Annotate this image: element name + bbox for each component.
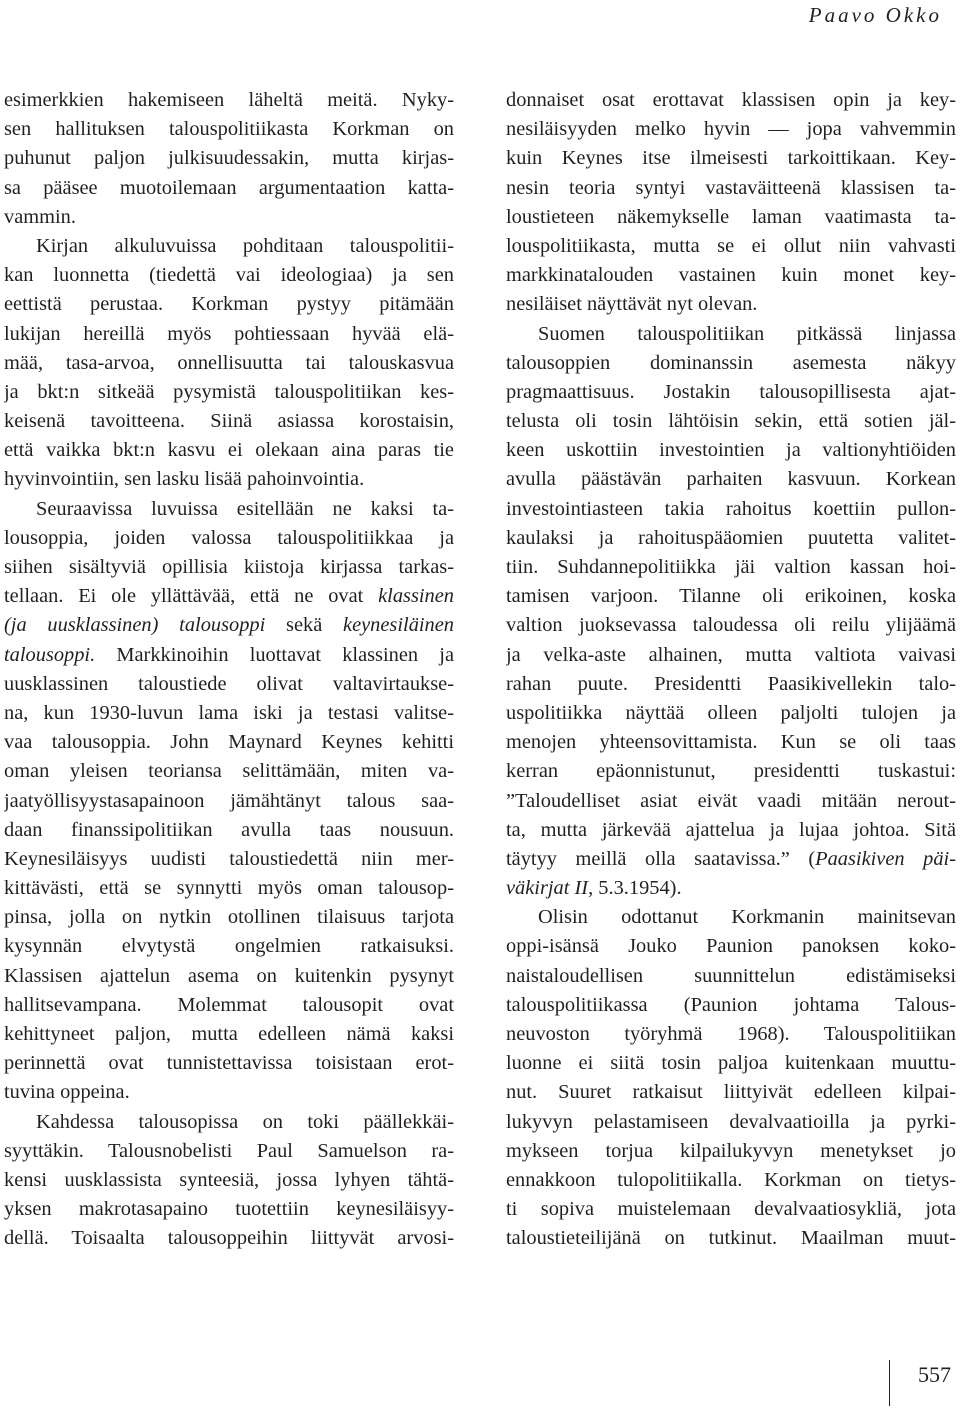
text-line: markkinatalouden vastainen kuin monet key-	[506, 264, 956, 287]
left-text-column	[4, 86, 454, 1254]
text-line: (ja uusklassinen) talousoppi sekä keynesiläinen	[4, 614, 454, 637]
text-line: tellaan. Ei ole yllättävää, että ne ovat klassinen	[4, 585, 454, 608]
text-line: keisenä tavoitteena. Siinä asiassa korostaisin,	[4, 410, 454, 433]
text-line: ti sopiva muistelemaan devalvaatiosykliä, jota	[506, 1198, 956, 1221]
right-text-column	[506, 86, 956, 1254]
text-line: ”Taloudelliset asiat eivät vaadi mitään nerout-	[506, 789, 956, 812]
text-line: puhunut paljon julkisuudessakin, mutta kirjas-	[4, 147, 454, 170]
text-line: ja velka-aste alhainen, mutta valtiota vaivasi	[506, 643, 956, 666]
text-line: hyvinvointiin, sen lasku lisää pahoinvointia.	[4, 468, 365, 491]
text-line: pinsa, jolla on nytkin otollinen tilaisuus tarjota	[4, 906, 454, 929]
text-line: mää, tasa-arvoa, onnellisuutta tai talouskasvua	[4, 351, 454, 374]
text-line: valtion juoksevassa taloudessa oli reilu ylijäämä	[506, 614, 956, 637]
running-header: Paavo Okko	[808, 3, 942, 27]
text-line: investointiasteen takia rahoitus koettiin pullon-	[506, 497, 956, 520]
text-line: pragmaattisuus. Jostakin talousopillisesta ajat-	[506, 380, 956, 403]
text-line: syyttäkin. Talousnobelisti Paul Samuelson ra-	[4, 1139, 454, 1162]
text-line: louspolitiikasta, mutta se ei ollut niin vahvasti	[506, 234, 956, 257]
text-line: sa pääsee muotoilemaan argumentaation katta-	[4, 176, 454, 199]
text-line: rahan puute. Presidentti Paasikivellekin talo-	[506, 672, 956, 695]
text-line: Suomen talouspolitiikan pitkässä linjassa	[538, 322, 956, 345]
text-line: neuvoston työryhmä 1968). Talouspolitiikan	[506, 1023, 956, 1045]
text-line: vaa talousoppia. John Maynard Keynes kehitti	[4, 731, 454, 754]
text-line: tuvina oppeina.	[4, 1081, 130, 1104]
text-line: na, kun 1930-luvun lama iski ja testasi valitse-	[4, 701, 454, 724]
text-line: Olisin odottanut Korkmanin mainitsevan	[538, 906, 956, 929]
text-line: että vaikka bkt:n kasvu ei olekaan aina paras tie	[4, 439, 454, 462]
text-line: oman yleisen teoriansa selittämään, miten va-	[4, 760, 454, 783]
text-line: uusklassinen taloustiede olivat valtavirtaukse-	[4, 672, 454, 695]
text-line: nut. Suuret ratkaisut liittyivät edelleen kilpai-	[506, 1081, 956, 1104]
text-line: talousoppi. Markkinoihin luottavat klassinen ja	[4, 643, 454, 666]
text-line: kensi uusklassista synteesiä, jossa lyhyen tähtä-	[4, 1168, 454, 1191]
text-line: avulla päästävän parhaiten kasvuun. Korkean	[506, 468, 956, 491]
text-line: vammin.	[4, 205, 76, 228]
text-line: kehittyneet paljon, mutta edelleen nämä kaksi	[4, 1023, 454, 1045]
text-line: uspolitiikka näyttää olleen paljolti tulojen ja	[506, 701, 956, 724]
text-line: täytyy meillä olla saatavissa.” (Paasikiven päi-	[506, 847, 956, 870]
text-line: lukyvyn pelastamiseen devalvaatioilla ja pyrki-	[506, 1110, 956, 1133]
text-line: nesin teoria syntyi vastaväitteenä klassisen ta-	[506, 176, 956, 199]
text-line: nesiläiset näyttävät nyt olevan.	[506, 293, 758, 316]
text-line: nesiläisyyden melko hyvin — jopa vahvemmin	[506, 118, 956, 141]
text-line: Seuraavissa luvuissa esitellään ne kaksi ta-	[36, 497, 454, 520]
text-line: kan luonnetta (tiedettä vai ideologiaa) ja sen	[4, 264, 454, 287]
text-line: Kirjan alkuluvuissa pohditaan talouspolitii-	[36, 234, 454, 257]
text-line: perinnettä ovat tunnistettavissa toisistaan erot-	[4, 1052, 454, 1075]
text-line: Klassisen ajattelun asema on kuitenkin pysynyt	[4, 964, 454, 987]
text-line: menojen yhteensovittamista. Kun se oli taas	[506, 731, 956, 754]
text-line: dellä. Toisaalta talousoppeihin liittyvät arvosi-	[4, 1227, 454, 1250]
text-line: lousoppia, joiden valossa talouspolitiikkaa ja	[4, 526, 454, 549]
text-line: Kahdessa talousopissa on toki päällekkäi-	[36, 1110, 454, 1133]
text-line: luonne ei siitä tosin paljoa kuitenkaan muuttu-	[506, 1052, 956, 1075]
text-line: telusta oli tosin lähtöisin sekin, että sotien jäl-	[506, 410, 956, 433]
text-line: kittävästi, että se synnytti myös oman talousop-	[4, 877, 454, 900]
text-line: talousoppien dominanssin asemesta näkyy	[506, 351, 956, 374]
text-line: keen uskottiin investointien ja valtionyhtiöiden	[506, 439, 956, 462]
text-line: tiin. Suhdannepolitiikka jäi valtion kassan hoi-	[506, 556, 956, 578]
text-line: donnaiset osat erottavat klassisen opin ja key-	[506, 89, 956, 111]
text-line: väkirjat II, 5.3.1954).	[506, 877, 682, 900]
text-line: oppi-isänsä Jouko Paunion panoksen koko-	[506, 935, 956, 958]
text-line: loustieteen näkemykselle laman vaatimasta ta-	[506, 205, 956, 228]
text-line: mykseen torjua kilpailukyvyn menetykset jo	[506, 1139, 956, 1162]
text-line: kaulaksi ja rahoituspääomien puutetta valitet-	[506, 526, 956, 549]
text-line: eettistä perustaa. Korkman pystyy pitämään	[4, 293, 454, 316]
text-line: siihen sisältyviä opillisia kiistoja kirjassa tarkas-	[4, 556, 454, 578]
text-line: kuin Keynes itse ilmeisesti tarkoittikaan. Key-	[506, 147, 956, 170]
text-line: esimerkkien hakemiseen läheltä meitä. Nyky-	[4, 89, 454, 111]
text-line: ta, mutta järkevää ajattelua ja lujaa johtoa. Sitä	[506, 818, 956, 841]
text-line: tamisen varjoon. Tilanne oli erikoinen, koska	[506, 585, 956, 608]
text-line: taloustieteilijänä on tutkinut. Maailman muut-	[506, 1227, 956, 1250]
text-line: jaatyöllisyystasapainoon jämähtänyt talous saa-	[4, 789, 454, 812]
text-line: lukijan hereillä myös pohtiessaan hyvää elä-	[4, 322, 454, 345]
text-line: sen hallituksen talouspolitiikasta Korkman on	[4, 118, 454, 141]
text-line: hallitsevampana. Molemmat talousopit ovat	[4, 993, 454, 1016]
text-line: kerran epäonnistunut, presidentti tuskastui:	[506, 760, 956, 783]
text-line: naistaloudellisen suunnittelun edistämiseksi	[506, 964, 956, 987]
text-line: Keynesiläisyys uudisti taloustiedettä niin mer-	[4, 847, 454, 870]
text-line: talouspolitiikassa (Paunion johtama Talous-	[506, 993, 956, 1016]
text-line: ennakkoon tulopolitiikalla. Korkman on tietys-	[506, 1168, 956, 1191]
page-number: 557	[918, 1362, 951, 1387]
text-line: daan finanssipolitiikan avulla taas nousuun.	[4, 818, 454, 841]
text-line: kysynnän elvytystä ongelmien ratkaisuksi.	[4, 935, 454, 958]
folio-rule	[889, 1360, 890, 1406]
text-line: yksen makrotasapaino tuotettiin keynesiläisyy-	[4, 1198, 454, 1221]
text-line: ja bkt:n sitkeää pysymistä talouspolitiikan kes-	[4, 380, 454, 403]
